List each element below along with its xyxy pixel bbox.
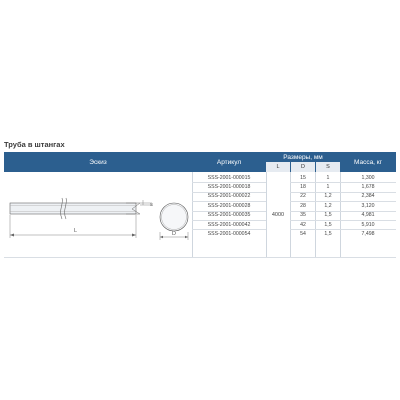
d-cell: 28: [300, 202, 306, 209]
article-cell: SSS-2001-000015: [207, 174, 251, 181]
d-cell: 54: [300, 231, 306, 238]
header-L: L: [266, 162, 290, 172]
mass-cell: 1,678: [361, 184, 375, 191]
s-cell: 1,5: [324, 231, 332, 238]
article-cell: SSS-2001-000028: [207, 202, 251, 209]
table-row: [192, 211, 396, 220]
article-cell: SSS-2001-000022: [207, 193, 251, 200]
d-cell: 42: [300, 221, 306, 228]
table-row: [192, 201, 396, 210]
product-table: [4, 152, 396, 258]
header-dimensions: Размеры, мм: [283, 153, 323, 161]
d-cell: 35: [300, 212, 306, 219]
article-cell: SSS-2001-000042: [207, 221, 251, 228]
d-cell: 22: [300, 193, 306, 200]
d-cell: 15: [300, 174, 306, 181]
mass-cell: 5,910: [361, 221, 375, 228]
s-cell: 1,2: [324, 202, 332, 209]
section-title: Труба в штангах: [4, 140, 65, 149]
length-value: 4000: [271, 212, 285, 218]
header-article: Артикул: [216, 158, 242, 166]
s-cell: 1: [326, 184, 330, 191]
article-cell: SSS-2001-000054: [207, 231, 251, 238]
pipe-sketch: [4, 172, 192, 258]
article-cell: SSS-2001-000018: [207, 184, 251, 191]
sketch-label-D: D: [172, 231, 176, 237]
mass-cell: 3,120: [361, 202, 375, 209]
mass-cell: 7,498: [361, 231, 375, 238]
s-cell: 1,5: [324, 212, 332, 219]
sketch-label-S: S: [150, 202, 154, 207]
header-mass: Масса, кг: [353, 158, 383, 166]
header-sketch: Эскиз: [89, 158, 107, 166]
mass-cell: 2,384: [361, 193, 375, 200]
mass-cell: 1,300: [361, 174, 375, 181]
table-row: [192, 182, 396, 191]
sketch-label-L: L: [74, 228, 78, 234]
d-cell: 18: [300, 184, 306, 191]
article-cell: SSS-2001-000035: [207, 212, 251, 219]
table-row: [192, 192, 396, 201]
mass-cell: 4,981: [361, 212, 375, 219]
header-S: S: [316, 162, 340, 172]
table-row: [192, 220, 396, 229]
table-row: [192, 173, 396, 182]
s-cell: 1,5: [324, 221, 332, 228]
s-cell: 1: [326, 174, 330, 181]
table-row: [192, 229, 396, 238]
header-D: D: [291, 162, 315, 172]
s-cell: 1,2: [324, 193, 332, 200]
